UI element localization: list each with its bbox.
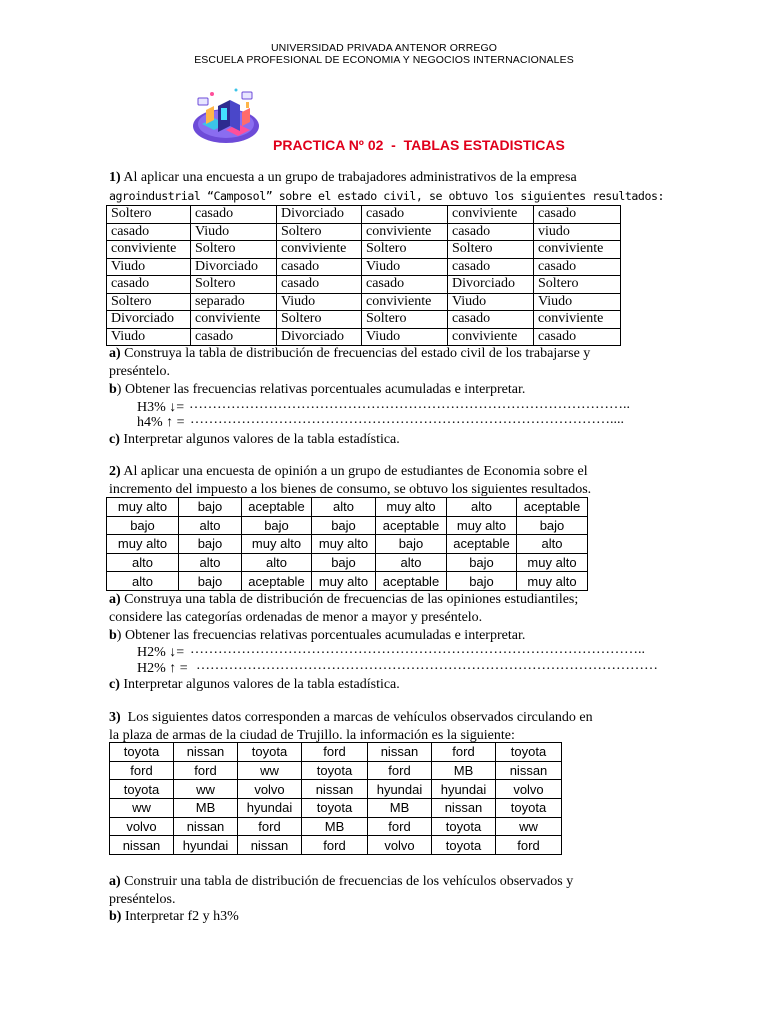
ex1-cell: Soltero: [107, 206, 191, 224]
ex3-cell: toyota: [302, 799, 368, 818]
ex3-question-a-cont: preséntelos.: [109, 892, 176, 907]
ex1-row: [107, 311, 621, 329]
ex2-question-a-cont: considere las categorías ordenadas de menor a mayor y preséntelo.: [109, 610, 483, 625]
ex1-cell: conviviente: [448, 206, 534, 224]
ex1-cell: conviviente: [534, 311, 621, 329]
isometric-data-illustration-icon: [190, 86, 260, 148]
ex1-b-item1-dots: …………………………………………………………………………………..: [189, 397, 630, 412]
ex1-cell: conviviente: [448, 328, 534, 346]
ex1-cell: casado: [362, 206, 448, 224]
ex1-cell: Viudo: [191, 223, 277, 241]
ex2-cell: bajo: [447, 572, 517, 591]
ex3-cell: nissan: [174, 743, 238, 762]
ex1-cell: Divorciado: [448, 276, 534, 294]
ex2-cell: alto: [517, 535, 588, 554]
ex1-cell: Divorciado: [191, 258, 277, 276]
ex3-cell: ww: [110, 799, 174, 818]
ex2-cell: muy alto: [107, 535, 179, 554]
ex3-row: [110, 817, 562, 836]
ex1-row: [107, 293, 621, 311]
ex3-cell: nissan: [368, 743, 432, 762]
ex3-cell: hyundai: [238, 799, 302, 818]
ex2-intro-line1: 2) Al aplicar una encuesta de opinión a un grupo de estudiantes de Economia sobre el: [109, 464, 588, 479]
ex2-cell: aceptable: [242, 572, 312, 591]
ex3-cell: ford: [302, 836, 368, 855]
ex3-cell: nissan: [302, 780, 368, 799]
ex1-cell: Soltero: [448, 241, 534, 259]
ex3-cell: hyundai: [432, 780, 496, 799]
ex3-cell: ford: [302, 743, 368, 762]
ex2-cell: alto: [242, 553, 312, 572]
ex3-cell: ford: [368, 817, 432, 836]
ex1-cell: casado: [448, 311, 534, 329]
ex3-cell: ford: [174, 761, 238, 780]
ex3-cell: ww: [238, 761, 302, 780]
ex2-row: [107, 516, 588, 535]
ex2-row: [107, 553, 588, 572]
ex3-cell: MB: [302, 817, 368, 836]
ex3-cell: MB: [432, 761, 496, 780]
ex3-cell: nissan: [110, 836, 174, 855]
ex1-cell: casado: [277, 276, 362, 294]
ex3-cell: toyota: [432, 817, 496, 836]
ex1-cell: conviviente: [362, 223, 448, 241]
ex2-cell: bajo: [312, 553, 376, 572]
ex1-cell: Soltero: [107, 293, 191, 311]
ex2-question-c: c) Interpretar algunos valores de la tabla estadística.: [109, 677, 400, 692]
ex3-cell: ford: [368, 761, 432, 780]
ex1-row: [107, 276, 621, 294]
university-name: UNIVERSIDAD PRIVADA ANTENOR ORREGO: [270, 42, 498, 54]
ex1-cell: conviviente: [277, 241, 362, 259]
ex3-intro-line1: 3) Los siguientes datos corresponden a marcas de vehículos observados circulando en: [109, 710, 593, 725]
ex2-cell: muy alto: [107, 498, 179, 517]
ex3-cell: volvo: [238, 780, 302, 799]
ex1-cell: Viudo: [362, 258, 448, 276]
ex2-cell: aceptable: [447, 535, 517, 554]
ex1-cell: casado: [534, 328, 621, 346]
ex1-cell: Divorciado: [277, 206, 362, 224]
ex2-cell: alto: [179, 553, 242, 572]
ex1-question-b: b) Obtener las frecuencias relativas porcentuales acumuladas e interpretar.: [109, 382, 526, 397]
ex1-row: [107, 258, 621, 276]
ex3-cell: hyundai: [368, 780, 432, 799]
ex1-cell: Soltero: [362, 241, 448, 259]
ex1-cell: Viudo: [448, 293, 534, 311]
ex1-cell: Soltero: [362, 311, 448, 329]
ex1-b-item2-dots: ………………………………………………………………………………....: [190, 412, 624, 427]
ex1-row: [107, 328, 621, 346]
ex2-row: [107, 498, 588, 517]
ex3-question-a: a) Construir una tabla de distribución de frecuencias de los vehículos observados y: [109, 874, 574, 889]
ex2-cell: muy alto: [312, 572, 376, 591]
ex3-row: [110, 743, 562, 762]
ex1-cell: Viudo: [277, 293, 362, 311]
ex1-cell: conviviente: [362, 293, 448, 311]
ex2-cell: muy alto: [517, 572, 588, 591]
ex1-cell: casado: [534, 206, 621, 224]
ex1-question-a: a) Construya la tabla de distribución de frecuencias del estado civil de los trabajarse y: [109, 346, 591, 361]
ex1-cell: viudo: [534, 223, 621, 241]
ex1-cell: Viudo: [107, 328, 191, 346]
ex2-cell: muy alto: [242, 535, 312, 554]
ex1-question-c: c) Interpretar algunos valores de la tabla estadística.: [109, 432, 400, 447]
ex1-cell: conviviente: [191, 311, 277, 329]
ex2-cell: aceptable: [517, 498, 588, 517]
ex3-cell: toyota: [110, 743, 174, 762]
ex1-cell: Divorciado: [107, 311, 191, 329]
ex3-cell: volvo: [368, 836, 432, 855]
ex3-row: [110, 761, 562, 780]
ex3-cell: ford: [238, 817, 302, 836]
ex3-cell: nissan: [432, 799, 496, 818]
ex1-cell: Viudo: [362, 328, 448, 346]
ex2-cell: muy alto: [376, 498, 447, 517]
ex1-cell: conviviente: [534, 241, 621, 259]
ex1-cell: Soltero: [191, 241, 277, 259]
ex3-cell: toyota: [302, 761, 368, 780]
ex2-cell: bajo: [312, 516, 376, 535]
ex2-cell: alto: [376, 553, 447, 572]
ex2-cell: muy alto: [447, 516, 517, 535]
ex1-cell: casado: [362, 276, 448, 294]
ex3-cell: ww: [496, 817, 562, 836]
ex1-cell: casado: [277, 258, 362, 276]
ex2-cell: muy alto: [312, 535, 376, 554]
page-title: PRACTICA Nº 02 - TABLAS ESTADISTICAS: [273, 137, 565, 153]
ex3-cell: nissan: [174, 817, 238, 836]
ex1-b-item1: H3% ↓=: [137, 400, 185, 415]
ex2-cell: aceptable: [242, 498, 312, 517]
ex2-cell: bajo: [517, 516, 588, 535]
ex2-b-item1-dots: ……………………………………………………………………………………..: [190, 642, 645, 657]
ex1-cell: separado: [191, 293, 277, 311]
ex3-cell: toyota: [110, 780, 174, 799]
ex1-cell: Soltero: [191, 276, 277, 294]
ex1-cell: casado: [448, 223, 534, 241]
ex2-cell: alto: [179, 516, 242, 535]
ex3-cell: nissan: [238, 836, 302, 855]
ex2-cell: alto: [107, 553, 179, 572]
ex2-cell: bajo: [179, 572, 242, 591]
ex2-cell: aceptable: [376, 572, 447, 591]
ex2-intro-line2: incremento del impuesto a los bienes de consumo, se obtuvo los siguientes resultados.: [109, 482, 592, 497]
ex3-cell: nissan: [496, 761, 562, 780]
ex1-cell: Viudo: [107, 258, 191, 276]
ex2-question-a: a) Construya una tabla de distribución de frecuencias de las opiniones estudiantiles;: [109, 592, 579, 607]
ex3-intro-line2: la plaza de armas de la ciudad de Trujillo. la información es la siguiente:: [109, 728, 515, 743]
school-name: ESCUELA PROFESIONAL DE ECONOMIA Y NEGOCIOS INTERNACIONALES: [194, 54, 574, 66]
ex3-question-b: b) Interpretar f2 y h3%: [109, 909, 239, 924]
ex1-row: [107, 223, 621, 241]
ex3-cell: hyundai: [174, 836, 238, 855]
ex1-cell: casado: [107, 276, 191, 294]
ex1-intro-line1: 1) Al aplicar una encuesta a un grupo de trabajadores administrativos de la empresa: [109, 170, 577, 185]
ex3-cell: toyota: [496, 743, 562, 762]
ex3-cell: ww: [174, 780, 238, 799]
ex1-intro-line2: agroindustrial “Camposol” sobre el estado civil, se obtuvo los siguientes resultados:: [109, 189, 665, 203]
ex2-data-table: [106, 497, 588, 591]
ex2-cell: alto: [312, 498, 376, 517]
ex3-cell: ford: [432, 743, 496, 762]
ex2-cell: bajo: [242, 516, 312, 535]
ex1-cell: Soltero: [534, 276, 621, 294]
ex1-cell: Divorciado: [277, 328, 362, 346]
ex2-cell: aceptable: [376, 516, 447, 535]
ex1-cell: casado: [448, 258, 534, 276]
ex3-cell: toyota: [496, 799, 562, 818]
ex2-cell: alto: [107, 572, 179, 591]
ex3-cell: volvo: [110, 817, 174, 836]
ex3-cell: MB: [368, 799, 432, 818]
ex3-cell: toyota: [238, 743, 302, 762]
ex2-row: [107, 535, 588, 554]
ex2-b-item1: H2% ↓=: [137, 645, 185, 660]
ex3-cell: toyota: [432, 836, 496, 855]
ex2-b-item2: H2% ↑ =: [137, 661, 188, 676]
ex3-data-table: [109, 742, 562, 855]
ex1-data-table: [106, 205, 621, 346]
ex1-cell: conviviente: [107, 241, 191, 259]
ex2-question-b: b) Obtener las frecuencias relativas porcentuales acumuladas e interpretar.: [109, 628, 526, 643]
ex1-row: [107, 206, 621, 224]
ex1-question-a-cont: preséntelo.: [109, 364, 171, 379]
ex3-row: [110, 799, 562, 818]
ex1-b-item2: h4% ↑ =: [137, 415, 185, 430]
ex3-cell: ford: [496, 836, 562, 855]
ex3-row: [110, 780, 562, 799]
ex2-row: [107, 572, 588, 591]
ex2-cell: bajo: [447, 553, 517, 572]
ex2-b-item2-dots: ………………………………………………………………………………………: [196, 658, 658, 673]
ex3-cell: MB: [174, 799, 238, 818]
ex1-number: 1: [109, 170, 116, 185]
ex1-cell: casado: [534, 258, 621, 276]
ex2-cell: bajo: [179, 535, 242, 554]
ex1-cell: Soltero: [277, 223, 362, 241]
ex1-cell: Viudo: [534, 293, 621, 311]
ex3-cell: ford: [110, 761, 174, 780]
ex1-cell: casado: [107, 223, 191, 241]
ex1-cell: casado: [191, 206, 277, 224]
ex2-cell: bajo: [376, 535, 447, 554]
ex1-row: [107, 241, 621, 259]
ex1-cell: casado: [191, 328, 277, 346]
ex3-row: [110, 836, 562, 855]
ex2-cell: alto: [447, 498, 517, 517]
ex3-cell: volvo: [496, 780, 562, 799]
ex2-cell: bajo: [107, 516, 179, 535]
ex1-cell: Soltero: [277, 311, 362, 329]
ex2-cell: muy alto: [517, 553, 588, 572]
ex2-cell: bajo: [179, 498, 242, 517]
